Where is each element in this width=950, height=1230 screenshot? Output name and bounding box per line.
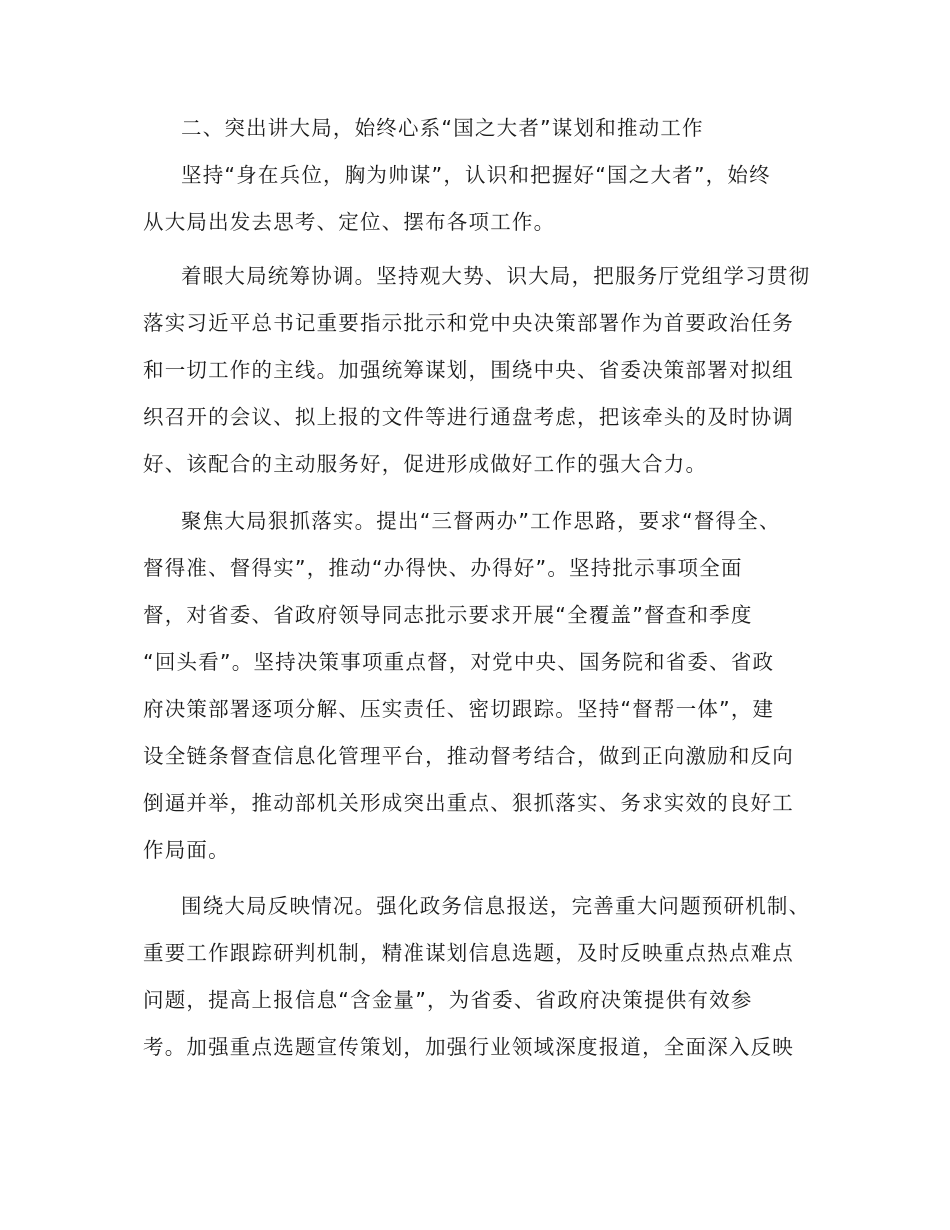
paragraph-line: 聚焦大局狠抓落实。提出“三督两办”工作思路，要求“督得全、 [181,509,781,533]
paragraph-line: 和一切工作的主线。加强统筹谋划，围绕中央、省委决策部署对拟组 [143,358,794,382]
paragraph-line: “回头看”。坚持决策事项重点督，对党中央、国务院和省委、省政 [143,650,775,674]
paragraph-line: 从大局出发去思考、定位、摆布各项工作。 [143,210,556,234]
paragraph-line: 倒逼并举，推动部机关形成突出重点、狠抓落实、务求实效的良好工 [143,791,794,815]
paragraph-line: 府决策部署逐项分解、压实责任、密切跟踪。坚持“督帮一体”，建 [143,697,775,721]
paragraph-line: 作局面。 [143,838,230,862]
paragraph-line: 问题，提高上报信息“含金量”，为省委、省政府决策提供有效参 [143,988,753,1012]
paragraph-line: 设全链条督查信息化管理平台，推动督考结合，做到正向激励和反向 [143,744,794,768]
paragraph-line: 考。加强重点选题宣传策划，加强行业领域深度报道，全面深入反映 [143,1035,794,1059]
paragraph-line: 织召开的会议、拟上报的文件等进行通盘考虑，把该牵头的及时协调 [143,405,794,429]
paragraph-line: 坚持“身在兵位，胸为帅谋”，认识和把握好“国之大者”，始终 [181,163,771,187]
section-heading: 二、突出讲大局，始终心系“国之大者”谋划和推动工作 [181,116,704,140]
paragraph-line: 督得准、督得实”，推动“办得快、办得好”。坚持批示事项全面 [143,556,743,580]
paragraph-line: 重要工作跟踪研判机制，精准谋划信息选题，及时反映重点热点难点 [143,941,794,965]
paragraph-line: 围绕大局反映情况。强化政务信息报送，完善重大问题预研机制、 [181,894,811,918]
paragraph-line: 督，对省委、省政府领导同志批示要求开展“全覆盖”督查和季度 [143,603,753,627]
paragraph-line: 着眼大局统筹协调。坚持观大势、识大局，把服务厅党组学习贯彻 [181,264,811,288]
paragraph-line: 好、该配合的主动服务好，促进形成做好工作的强大合力。 [143,452,708,476]
paragraph-line: 落实习近平总书记重要指示批示和党中央决策部署作为首要政治任务 [143,311,794,335]
